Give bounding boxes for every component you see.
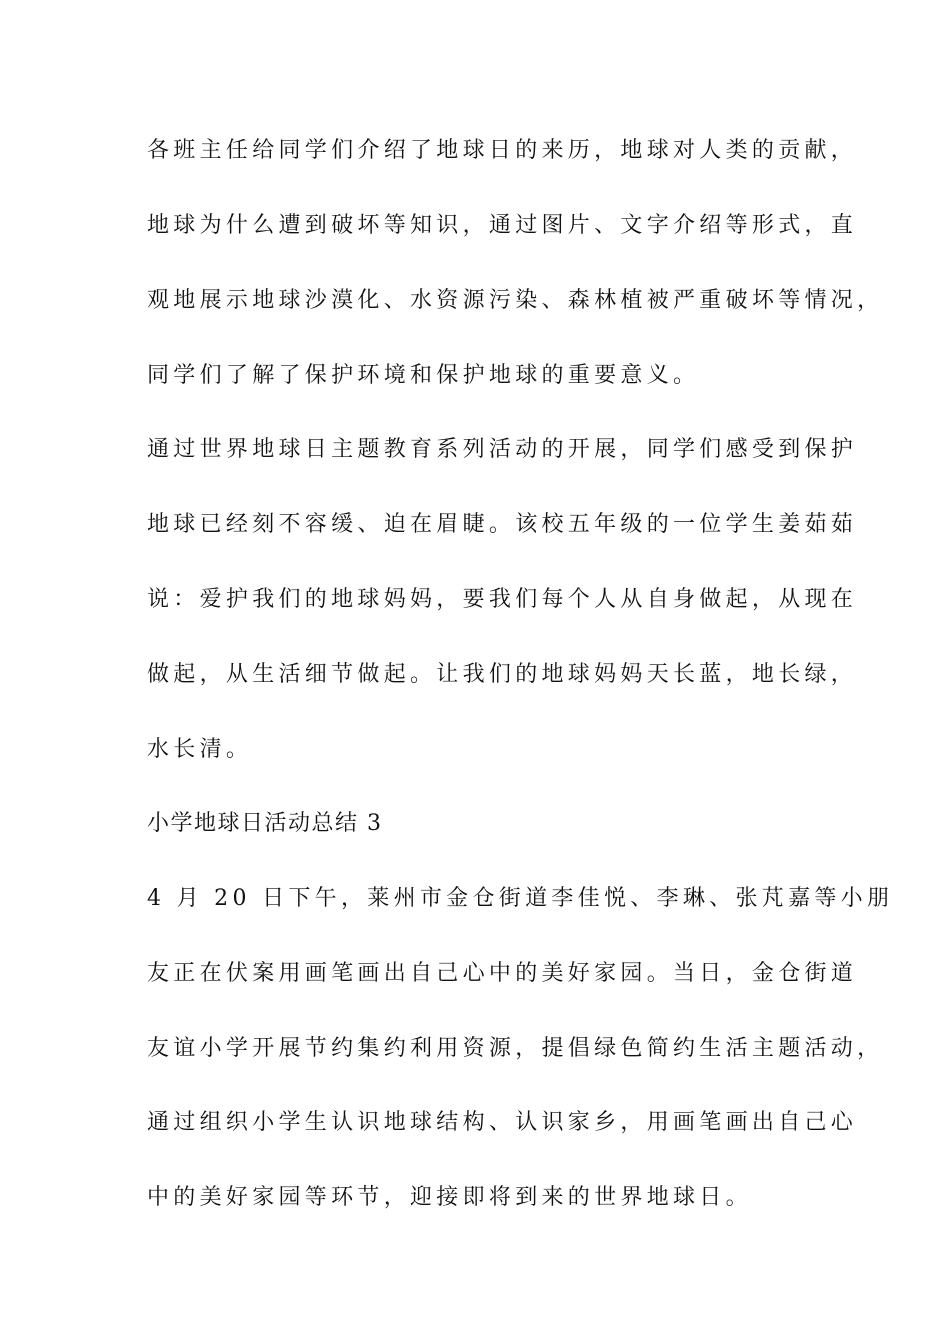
paragraph-3-line-2: 友正在伏案用画笔画出自己心中的美好家园。当日，金仓街道 — [147, 961, 858, 986]
paragraph-2-line-4: 做起，从生活细节做起。让我们的地球妈妈天长蓝，地长绿， — [147, 662, 858, 687]
paragraph-1-line-3: 观地展示地球沙漠化、水资源污染、森林植被严重破坏等情况， — [147, 288, 884, 313]
paragraph-1-line-1: 各班主任给同学们介绍了地球日的来历，地球对人类的贡献， — [147, 138, 858, 163]
paragraph-2-line-3: 说：爱护我们的地球妈妈，要我们每个人从自身做起，从现在 — [147, 587, 858, 612]
paragraph-3-line-4: 通过组织小学生认识地球结构、认识家乡，用画笔画出自己心 — [147, 1110, 858, 1135]
paragraph-3-line-3: 友谊小学开展节约集约利用资源，提倡绿色简约生活主题活动， — [147, 1036, 884, 1061]
paragraph-1-line-4: 同学们了解了保护环境和保护地球的重要意义。 — [147, 363, 700, 388]
paragraph-2-line-2: 地球已经刻不容缓、迫在眉睫。该校五年级的一位学生姜茹茹 — [147, 512, 858, 537]
paragraph-2-line-5: 水长清。 — [147, 737, 253, 762]
paragraph-2-line-1: 通过世界地球日主题教育系列活动的开展，同学们感受到保护 — [147, 437, 858, 462]
paragraph-3-line-1: 4 月 20 日下午，莱州市金仓街道李佳悦、李琳、张芃嘉等小朋 — [147, 886, 894, 911]
paragraph-1-line-2: 地球为什么遭到破坏等知识，通过图片、文字介绍等形式，直 — [147, 213, 858, 238]
section-heading: 小学地球日活动总结 3 — [147, 811, 383, 836]
paragraph-3-line-5: 中的美好家园等环节，迎接即将到来的世界地球日。 — [147, 1185, 752, 1210]
